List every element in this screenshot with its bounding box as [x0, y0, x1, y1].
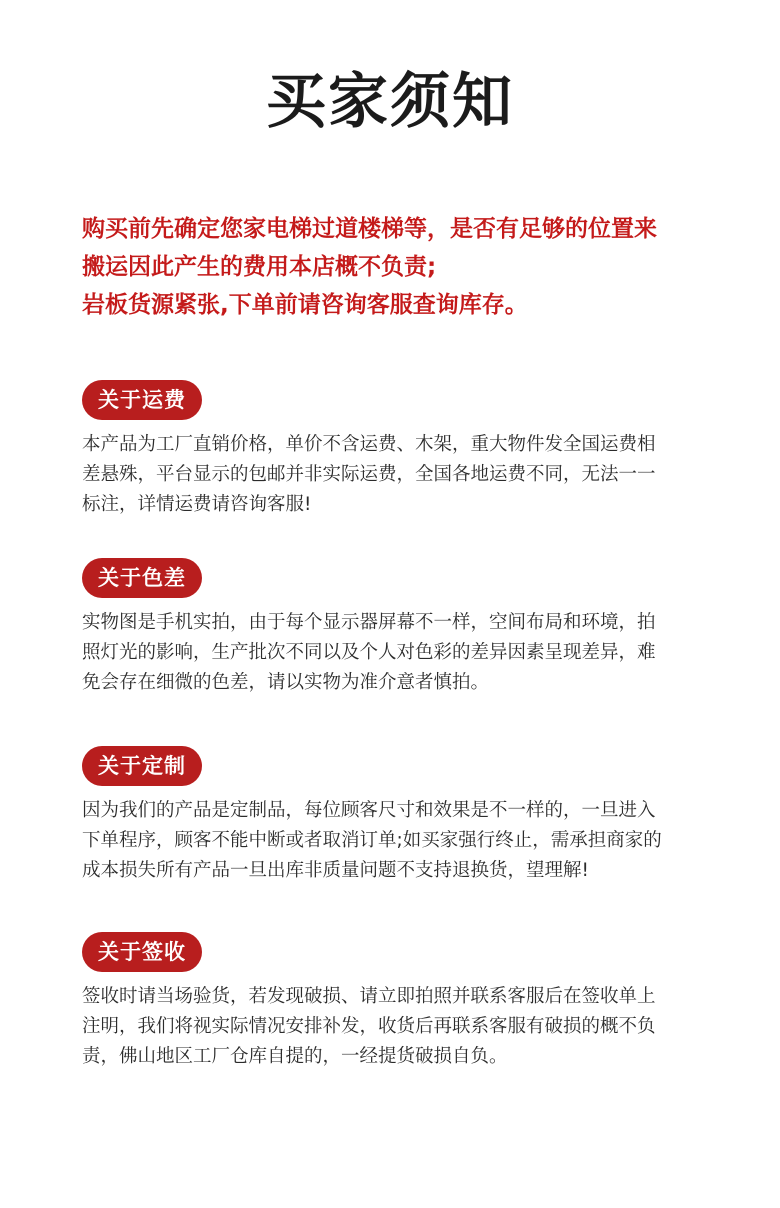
body-line: 下单程序，顾客不能中断或者取消订单;如买家强行终止，需承担商家的 — [82, 830, 662, 851]
section-heading-badge: 关于色差 — [82, 558, 202, 598]
body-line: 成本损失所有产品一旦出库非质量问题不支持退换货，望理解! — [82, 860, 589, 881]
body-line: 标注，详情运费请咨询客服! — [82, 494, 312, 515]
warning-notice — [82, 210, 732, 324]
notice-line: 购买前先确定您家电梯过道楼梯等，是否有足够的位置来 — [82, 216, 657, 242]
section-heading-badge: 关于运费 — [82, 380, 202, 420]
body-line: 本产品为工厂直销价格，单价不含运费、木架，重大物件发全国运费相 — [82, 434, 656, 455]
section-heading-badge: 关于签收 — [82, 932, 202, 972]
notice-line: 岩板货源紧张,下单前请咨询客服查询库存。 — [82, 292, 528, 318]
body-line: 因为我们的产品是定制品，每位顾客尺寸和效果是不一样的，一旦进入 — [82, 800, 656, 821]
body-line: 责，佛山地区工厂仓库自提的，一经提货破损自负。 — [82, 1046, 508, 1067]
section-body — [82, 982, 732, 1072]
section-customization — [82, 746, 732, 886]
body-line: 实物图是手机实拍，由于每个显示器屏幕不一样，空间布局和环境，拍 — [82, 612, 656, 633]
section-shipping — [82, 380, 732, 520]
body-line: 注明，我们将视实际情况安排补发，收货后再联系客服有破损的概不负 — [82, 1016, 656, 1037]
notice-line: 搬运因此产生的费用本店概不负责; — [82, 254, 437, 280]
section-receipt — [82, 932, 732, 1072]
body-line: 差悬殊，平台显示的包邮并非实际运费，全国各地运费不同，无法一一 — [82, 464, 656, 485]
section-color-difference — [82, 558, 732, 698]
body-line: 签收时请当场验货，若发现破损、请立即拍照并联系客服后在签收单上 — [82, 986, 656, 1007]
section-body — [82, 796, 732, 886]
section-heading-badge: 关于定制 — [82, 746, 202, 786]
section-body — [82, 608, 732, 698]
page-title: 买家须知 — [266, 67, 514, 137]
body-line: 免会存在细微的色差，请以实物为准介意者慎拍。 — [82, 672, 490, 693]
body-line: 照灯光的影响，生产批次不同以及个人对色彩的差异因素呈现差异，难 — [82, 642, 656, 663]
section-body — [82, 430, 732, 520]
